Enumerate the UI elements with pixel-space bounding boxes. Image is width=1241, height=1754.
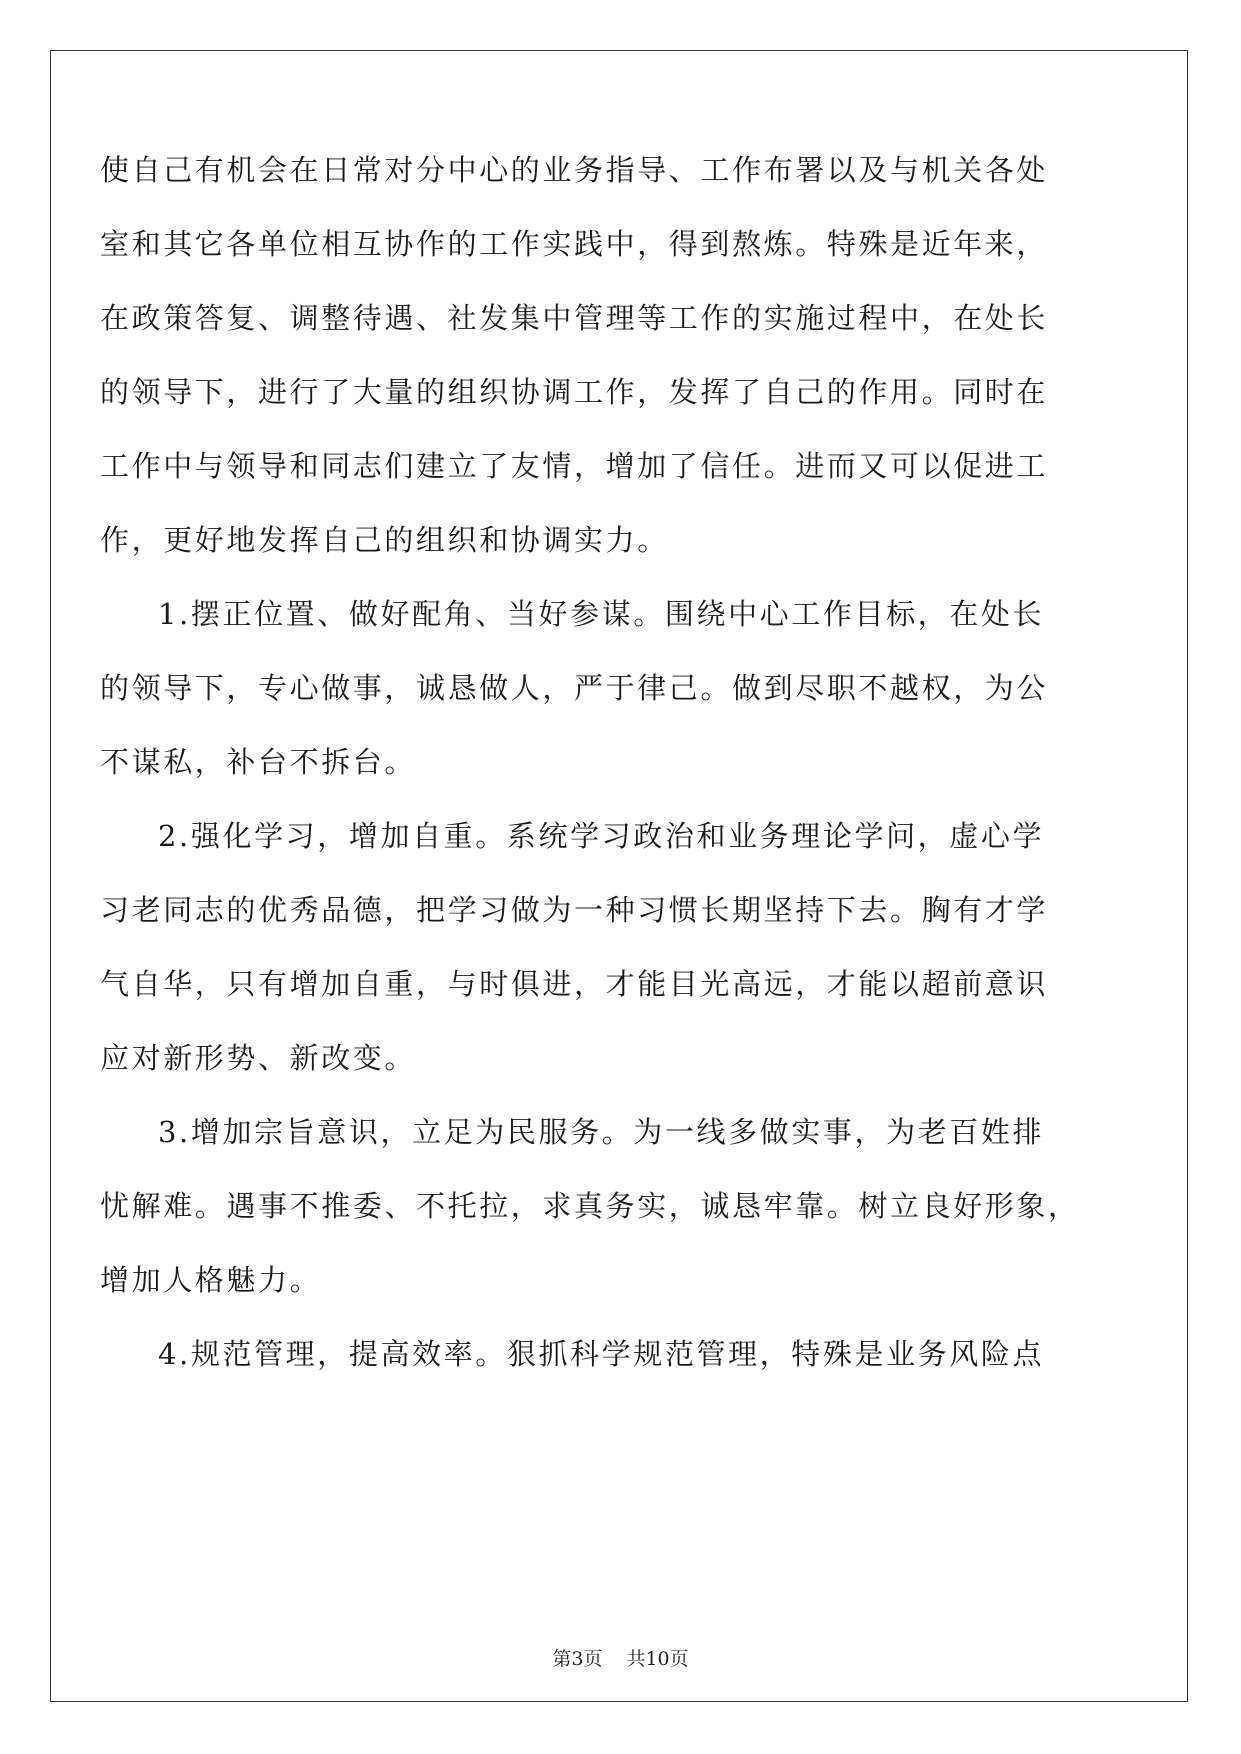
page-footer [0, 1646, 1241, 1672]
text-line: 应对新形势、新改变。 [100, 1041, 417, 1075]
text-line: 室和其它各单位相互协作的工作实践中，得到熬炼。特殊是近年来， [100, 227, 1049, 261]
text-line: 增加人格魅力。 [100, 1263, 322, 1297]
text-line: 的领导下，专心做事，诚恳做人，严于律己。做到尽职不越权，为公 [100, 671, 1049, 705]
text-line: 忧解难。遇事不推委、不托拉，求真务实，诚恳牢靠。树立良好形象， [100, 1189, 1080, 1223]
paragraph-start-line: 2.强化学习，增加自重。系统学习政治和业务理论学问，虚心学 [158, 819, 1045, 853]
paragraph-start-line: 3.增加宗旨意识，立足为民服务。为一线多做实事，为老百姓排 [158, 1115, 1045, 1149]
paragraph-start-line: 1.摆正位置、做好配角、当好参谋。围绕中心工作目标，在处长 [158, 597, 1045, 631]
text-line: 作，更好地发挥自己的组织和协调实力。 [100, 523, 669, 557]
text-line: 工作中与领导和同志们建立了友情，增加了信任。进而又可以促进工 [100, 449, 1049, 483]
text-line: 不谋私，补台不拆台。 [100, 745, 417, 779]
page-number: 第3页 [552, 1648, 603, 1670]
text-line: 的领导下，进行了大量的组织协调工作，发挥了自己的作用。同时在 [100, 375, 1049, 409]
paragraph-start-line: 4.规范管理，提高效率。狠抓科学规范管理，特殊是业务风险点 [158, 1337, 1045, 1371]
text-line: 在政策答复、调整待遇、社发集中管理等工作的实施过程中，在处长 [100, 301, 1049, 335]
page-total: 共10页 [626, 1648, 689, 1670]
text-line: 使自己有机会在日常对分中心的业务指导、工作布署以及与机关各处 [100, 153, 1049, 187]
text-line: 习老同志的优秀品德，把学习做为一种习惯长期坚持下去。胸有才学 [100, 893, 1049, 927]
text-line: 气自华，只有增加自重，与时俱进，才能目光高远，才能以超前意识 [100, 967, 1049, 1001]
